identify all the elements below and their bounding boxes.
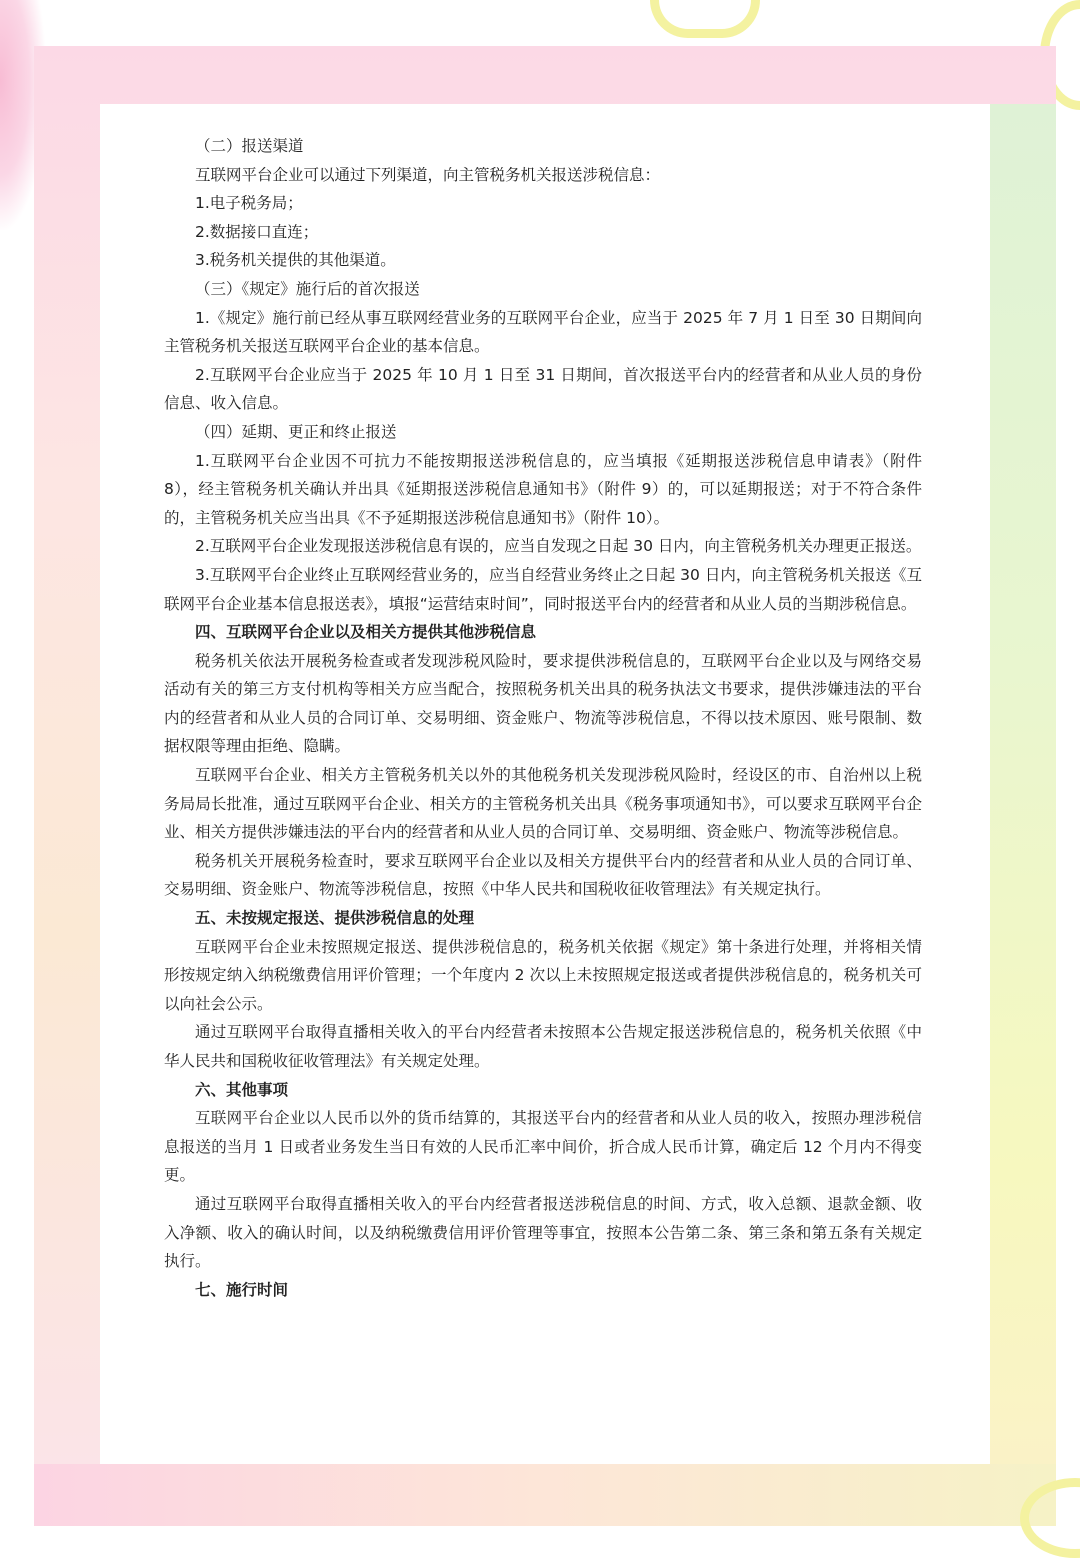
section-heading: 七、施行时间 — [195, 1280, 289, 1299]
paragraph: 2.互联网平台企业应当于 2025 年 10 月 1 日至 31 日期间，首次报送平台内的经营者和从业人员的身份信息、收入信息。 — [164, 365, 922, 413]
sub-heading: （四）延期、更正和终止报送 — [195, 422, 397, 441]
section-heading: 五、未按规定报送、提供涉税信息的处理 — [195, 909, 475, 928]
paragraph: 通过互联网平台取得直播相关收入的平台内经营者未按照本公告规定报送涉税信息的，税务机关依照《中华人民共和国税收征收管理法》有关规定处理。 — [164, 1023, 922, 1070]
list-item: 3.税务机关提供的其他渠道。 — [195, 251, 396, 270]
pastel-frame-bottom-band — [34, 1464, 1056, 1526]
list-item: 1.电子税务局； — [195, 194, 303, 213]
paragraph: 1.互联网平台企业因不可抗力不能按期报送涉税信息的，应当填报《延期报送涉税信息申请表》（附件 8），经主管税务机关确认并出具《延期报送涉税信息通知书》（附件 9）的，可以延期报送；对于不符合条件的，主管税务机关应当出具《不予延期报送涉税信息通知书》（附件 10）。 — [164, 451, 922, 527]
decorative-yellow-arc-top — [650, 0, 760, 38]
paragraph: 1.《规定》施行前已经从事互联网经营业务的互联网平台企业，应当于 2025 年 7 月 1 日至 30 日期间向主管税务机关报送互联网平台企业的基本信息。 — [164, 308, 922, 356]
paragraph: 税务机关依法开展税务检查或者发现涉税风险时，要求提供涉税信息的，互联网平台企业以及与网络交易活动有关的第三方支付机构等相关方应当配合，按照税务机关出具的税务执法文书要求，提供涉嫌违法的平台内的经营者和从业人员的合同订单、交易明细、资金账户、物流等涉税信息，不得以技术原因、账号限制、数据权限等理由拒绝、隐瞒。 — [164, 651, 922, 756]
section-heading: 四、互联网平台企业以及相关方提供其他涉税信息 — [195, 623, 537, 642]
paragraph: 税务机关开展税务检查时，要求互联网平台企业以及相关方提供平台内的经营者和从业人员的合同订单、交易明细、资金账户、物流等涉税信息，按照《中华人民共和国税收征收管理法》有关规定执行。 — [164, 851, 922, 899]
paragraph: 互联网平台企业可以通过下列渠道，向主管税务机关报送涉税信息： — [195, 165, 661, 184]
list-item: 2.数据接口直连； — [195, 222, 319, 241]
paragraph: 互联网平台企业以人民币以外的货币结算的，其报送平台内的经营者和从业人员的收入，按照办理涉税信息报送的当月 1 日或者业务发生当日有效的人民币汇率中间价，折合成人民币计算，确定后 12 个月内不得变更。 — [164, 1109, 922, 1185]
paragraph: 互联网平台企业、相关方主管税务机关以外的其他税务机关发现涉税风险时，经设区的市、自治州以上税务局局长批准，通过互联网平台企业、相关方的主管税务机关出具《税务事项通知书》，可以要求互联网平台企业、相关方提供涉嫌违法的平台内的经营者和从业人员的合同订单、交易明细、资金账户、物流等涉税信息。 — [164, 766, 922, 842]
sub-heading: （三）《规定》施行后的首次报送 — [195, 279, 420, 298]
document-body — [164, 132, 922, 1304]
section-heading: 六、其他事项 — [195, 1080, 289, 1099]
paragraph: 互联网平台企业未按照规定报送、提供涉税信息的，税务机关依据《规定》第十条进行处理，并将相关情形按规定纳入纳税缴费信用评价管理；一个年度内 2 次以上未按照规定报送或者提供涉税信息的，税务机关可以向社会公示。 — [164, 937, 922, 1013]
pastel-frame-right-band — [990, 104, 1056, 1526]
paragraph: 3.互联网平台企业终止互联网经营业务的，应当自经营业务终止之日起 30 日内，向主管税务机关报送《互联网平台企业基本信息报送表》，填报“运营结束时间”，同时报送平台内的经营者和从业人员的当期涉税信息。 — [164, 565, 922, 613]
paragraph: 通过互联网平台取得直播相关收入的平台内经营者报送涉税信息的时间、方式，收入总额、退款金额、收入净额、收入的确认时间，以及纳税缴费信用评价管理等事宜，按照本公告第二条、第三条和第五条有关规定执行。 — [164, 1194, 922, 1271]
paragraph: 2.互联网平台企业发现报送涉税信息有误的，应当自发现之日起 30 日内，向主管税务机关办理更正报送。 — [195, 537, 922, 556]
sub-heading: （二）报送渠道 — [195, 137, 304, 155]
